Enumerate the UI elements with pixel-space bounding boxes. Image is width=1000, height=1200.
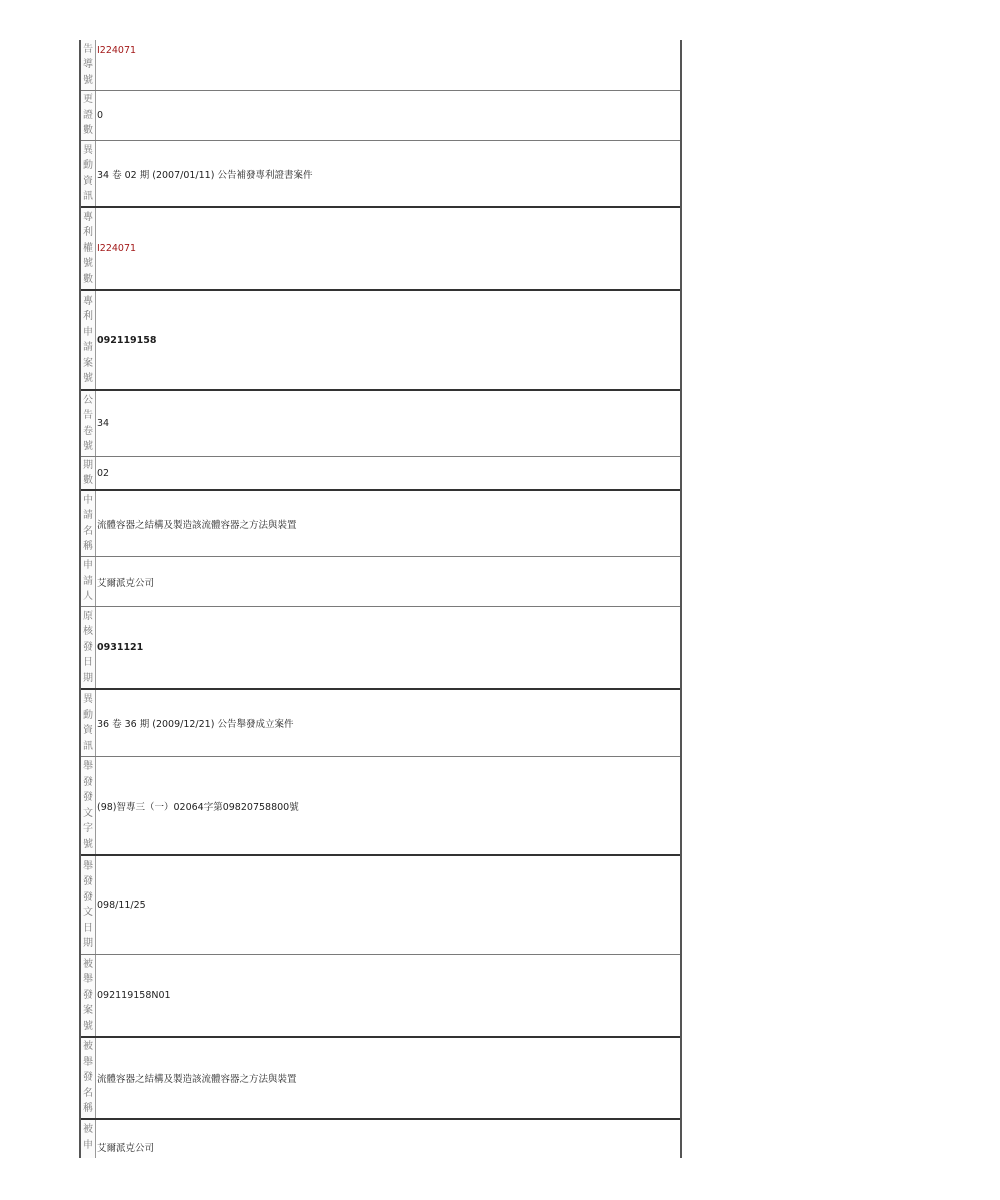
correction-count-value: 0	[97, 110, 104, 121]
row-label: 專 利 權 號 數	[81, 208, 96, 289]
row-label: 專 利 申 請 案 號	[81, 291, 96, 389]
table-row	[81, 557, 680, 607]
table-row	[81, 491, 680, 557]
applicant-value: 艾爾派克公司	[97, 577, 155, 589]
row-label: 申 請 人	[81, 557, 96, 606]
row-label: 異 動 資 訊	[81, 141, 96, 206]
issue-number-value: 02	[97, 467, 110, 479]
table-row	[81, 40, 680, 91]
row-label: 期 數	[81, 457, 96, 489]
invalidation-document-date-value: 098/11/25	[97, 899, 146, 911]
table-row	[81, 141, 680, 208]
table-row	[81, 607, 680, 690]
invalidated-applicant-value: 艾爾派克公司	[97, 1143, 155, 1154]
row-label: 公 告 卷 號	[81, 391, 96, 456]
table-row	[81, 690, 680, 757]
row-label: 舉 發 發 文 日 期	[81, 856, 96, 954]
row-label: 被 舉 發 案 號	[81, 955, 96, 1036]
row-label: 中 請 名 稱	[81, 491, 96, 556]
patent-record-table	[79, 40, 682, 1158]
change-info-value: 36 卷 36 期 (2009/12/21) 公告舉發成立案件	[97, 719, 294, 730]
table-row	[81, 291, 680, 391]
patent-number-value: I224071	[97, 45, 137, 56]
change-info-value: 34 卷 02 期 (2007/01/11) 公告補發專利證書案件	[97, 169, 313, 181]
table-row	[81, 208, 680, 291]
table-row	[81, 457, 680, 491]
row-label: 告 導 號	[81, 40, 96, 90]
row-label: 被 舉 發 名 稱	[81, 1038, 96, 1118]
volume-number-value: 34	[97, 418, 110, 429]
row-label: 更 證 數	[81, 91, 96, 140]
table-row	[81, 856, 680, 955]
invalidated-case-number-value: 092119158N01	[97, 990, 171, 1001]
row-label: 原 核 發 日 期	[81, 607, 96, 688]
row-label: 舉 發 發 文 字 號	[81, 757, 96, 854]
row-label: 異 動 資 訊	[81, 690, 96, 756]
table-row	[81, 955, 680, 1038]
invalidation-document-number-value: (98)智專三（一）02064字第09820758800號	[97, 801, 299, 813]
row-label: 被 申	[81, 1120, 96, 1158]
application-title-value: 流體容器之結構及製造該流體容器之方法與裝置	[97, 519, 297, 531]
table-row	[81, 1120, 680, 1158]
table-row	[81, 757, 680, 856]
application-number-value: 092119158	[97, 334, 157, 346]
table-row	[81, 91, 680, 141]
original-grant-date-value: 0931121	[97, 642, 144, 653]
patent-right-number-value: I224071	[97, 243, 137, 254]
invalidated-title-value: 流體容器之結構及製造該流體容器之方法與裝置	[97, 1074, 297, 1085]
table-row	[81, 391, 680, 457]
table-row	[81, 1038, 680, 1120]
